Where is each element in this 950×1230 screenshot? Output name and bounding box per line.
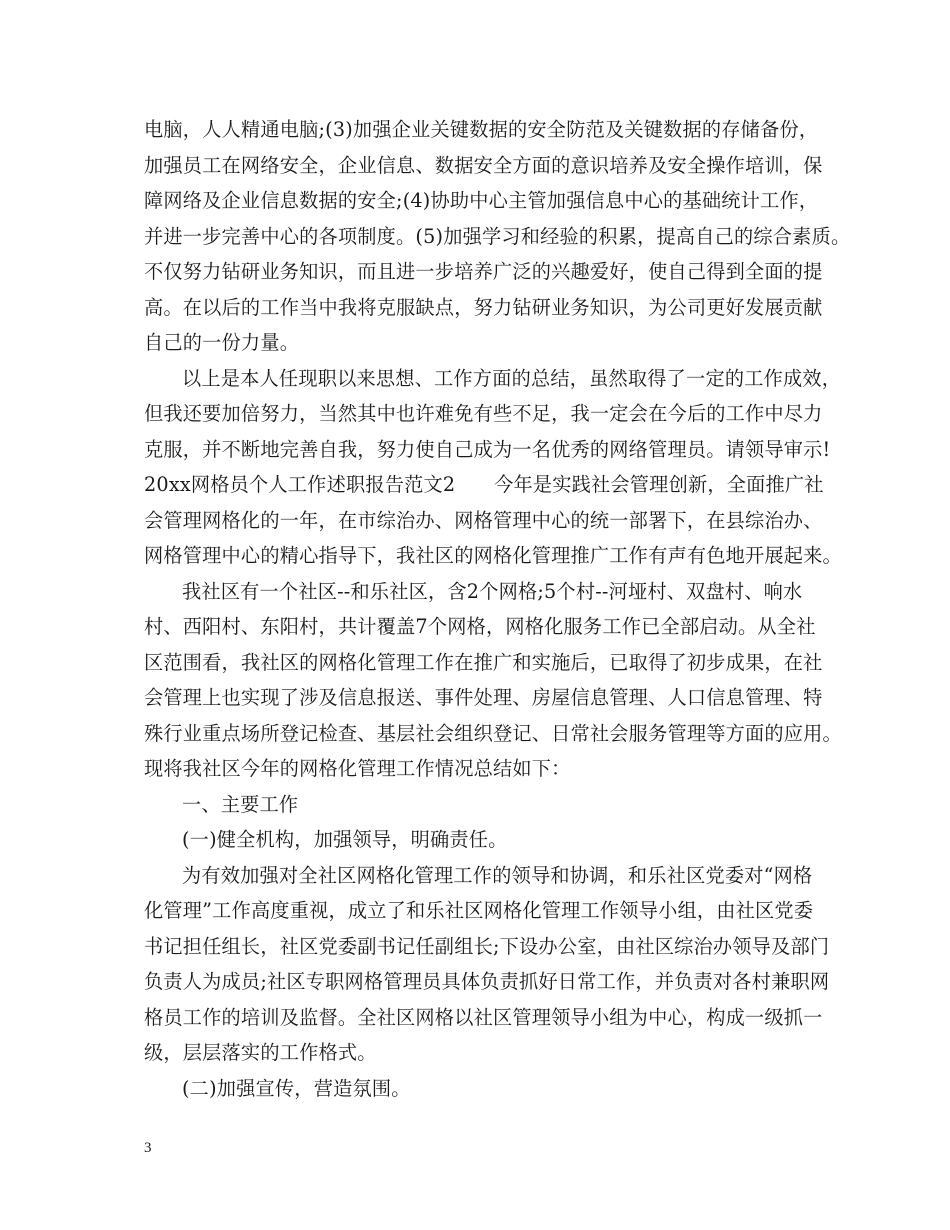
text-line: 20xx网格员个人工作述职报告范文2 今年是实践社会管理创新，全面推广社 — [144, 473, 824, 496]
subsection-heading: (一)健全机构，加强领导，明确责任。 — [182, 828, 508, 851]
document-body — [144, 112, 851, 1106]
text-line: 不仅努力钻研业务知识，而且进一步培养广泛的兴趣爱好，使自己得到全面的提 — [144, 260, 823, 283]
text-line: 以上是本人任现职以来思想、工作方面的总结，虽然取得了一定的工作成效， — [182, 366, 842, 390]
text-line: 会管理网格化的一年，在市综治办、网格管理中心的统一部署下，在县综治办、 — [144, 508, 823, 532]
text-line: 现将我社区今年的网格化管理工作情况总结如下： — [144, 757, 571, 780]
text-line: 会管理上也实现了涉及信息报送、事件处理、房屋信息管理、人口信息管理、特 — [144, 686, 823, 709]
text-line: 自己的一份力量。 — [144, 331, 300, 354]
page-number: 3 — [144, 1140, 152, 1156]
text-line: 级，层层落实的工作格式。 — [144, 1041, 377, 1064]
section-heading: 一、主要工作 — [182, 792, 299, 816]
text-line: 为有效加强对全社区网格化管理工作的领导和协调，和乐社区党委对“网格 — [182, 863, 813, 887]
text-line: 但我还要加倍努力，当然其中也许难免有些不足，我一定会在今后的工作中尽力 — [144, 402, 823, 425]
text-line: 障网络及企业信息数据的安全;(4)协助中心主管加强信息中心的基础统计工作， — [144, 189, 819, 212]
text-line: 殊行业重点场所登记检查、基层社会组织登记、日常社会服务管理等方面的应用。 — [144, 721, 842, 745]
text-line: 克服，并不断地完善自我，努力使自己成为一名优秀的网络管理员。请领导审示! — [144, 437, 831, 461]
text-line: 格员工作的培训及监督。全社区网格以社区管理领导小组为中心，构成一级抓一 — [144, 1005, 823, 1029]
text-line: 负责人为成员;社区专职网格管理员具体负责抓好日常工作，并负责对各村兼职网 — [144, 970, 830, 993]
text-line: 我社区有一个社区--和乐社区，含2个网格;5个村--河垭村、双盘村、响水 — [182, 579, 803, 603]
text-line: 电脑，人人精通电脑;(3)加强企业关键数据的安全防范及关键数据的存储备份， — [144, 118, 819, 141]
text-line: 村、西阳村、东阳村，共计覆盖7个网格，网格化服务工作已全部启动。从全社 — [144, 615, 816, 638]
text-line: 化管理”工作高度重视，成立了和乐社区网格化管理工作领导小组，由社区党委 — [144, 899, 814, 922]
text-line: 并进一步完善中心的各项制度。(5)加强学习和经验的积累，提高自己的综合素质。 — [144, 224, 851, 248]
subsection-heading: (二)加强宣传，营造氛围。 — [182, 1076, 411, 1100]
text-line: 书记担任组长，社区党委副书记任副组长;下设办公室，由社区综治办领导及部门 — [144, 934, 830, 958]
text-line: 网格管理中心的精心指导下，我社区的网格化管理推广工作有声有色地开展起来。 — [144, 544, 842, 567]
text-line: 区范围看，我社区的网格化管理工作在推广和实施后，已取得了初步成果，在社 — [144, 650, 823, 674]
text-line: 加强员工在网络安全，企业信息、数据安全方面的意识培养及安全操作培训，保 — [144, 153, 823, 177]
text-line: 高。在以后的工作当中我将克服缺点，努力钻研业务知识，为公司更好发展贡献 — [144, 295, 823, 319]
